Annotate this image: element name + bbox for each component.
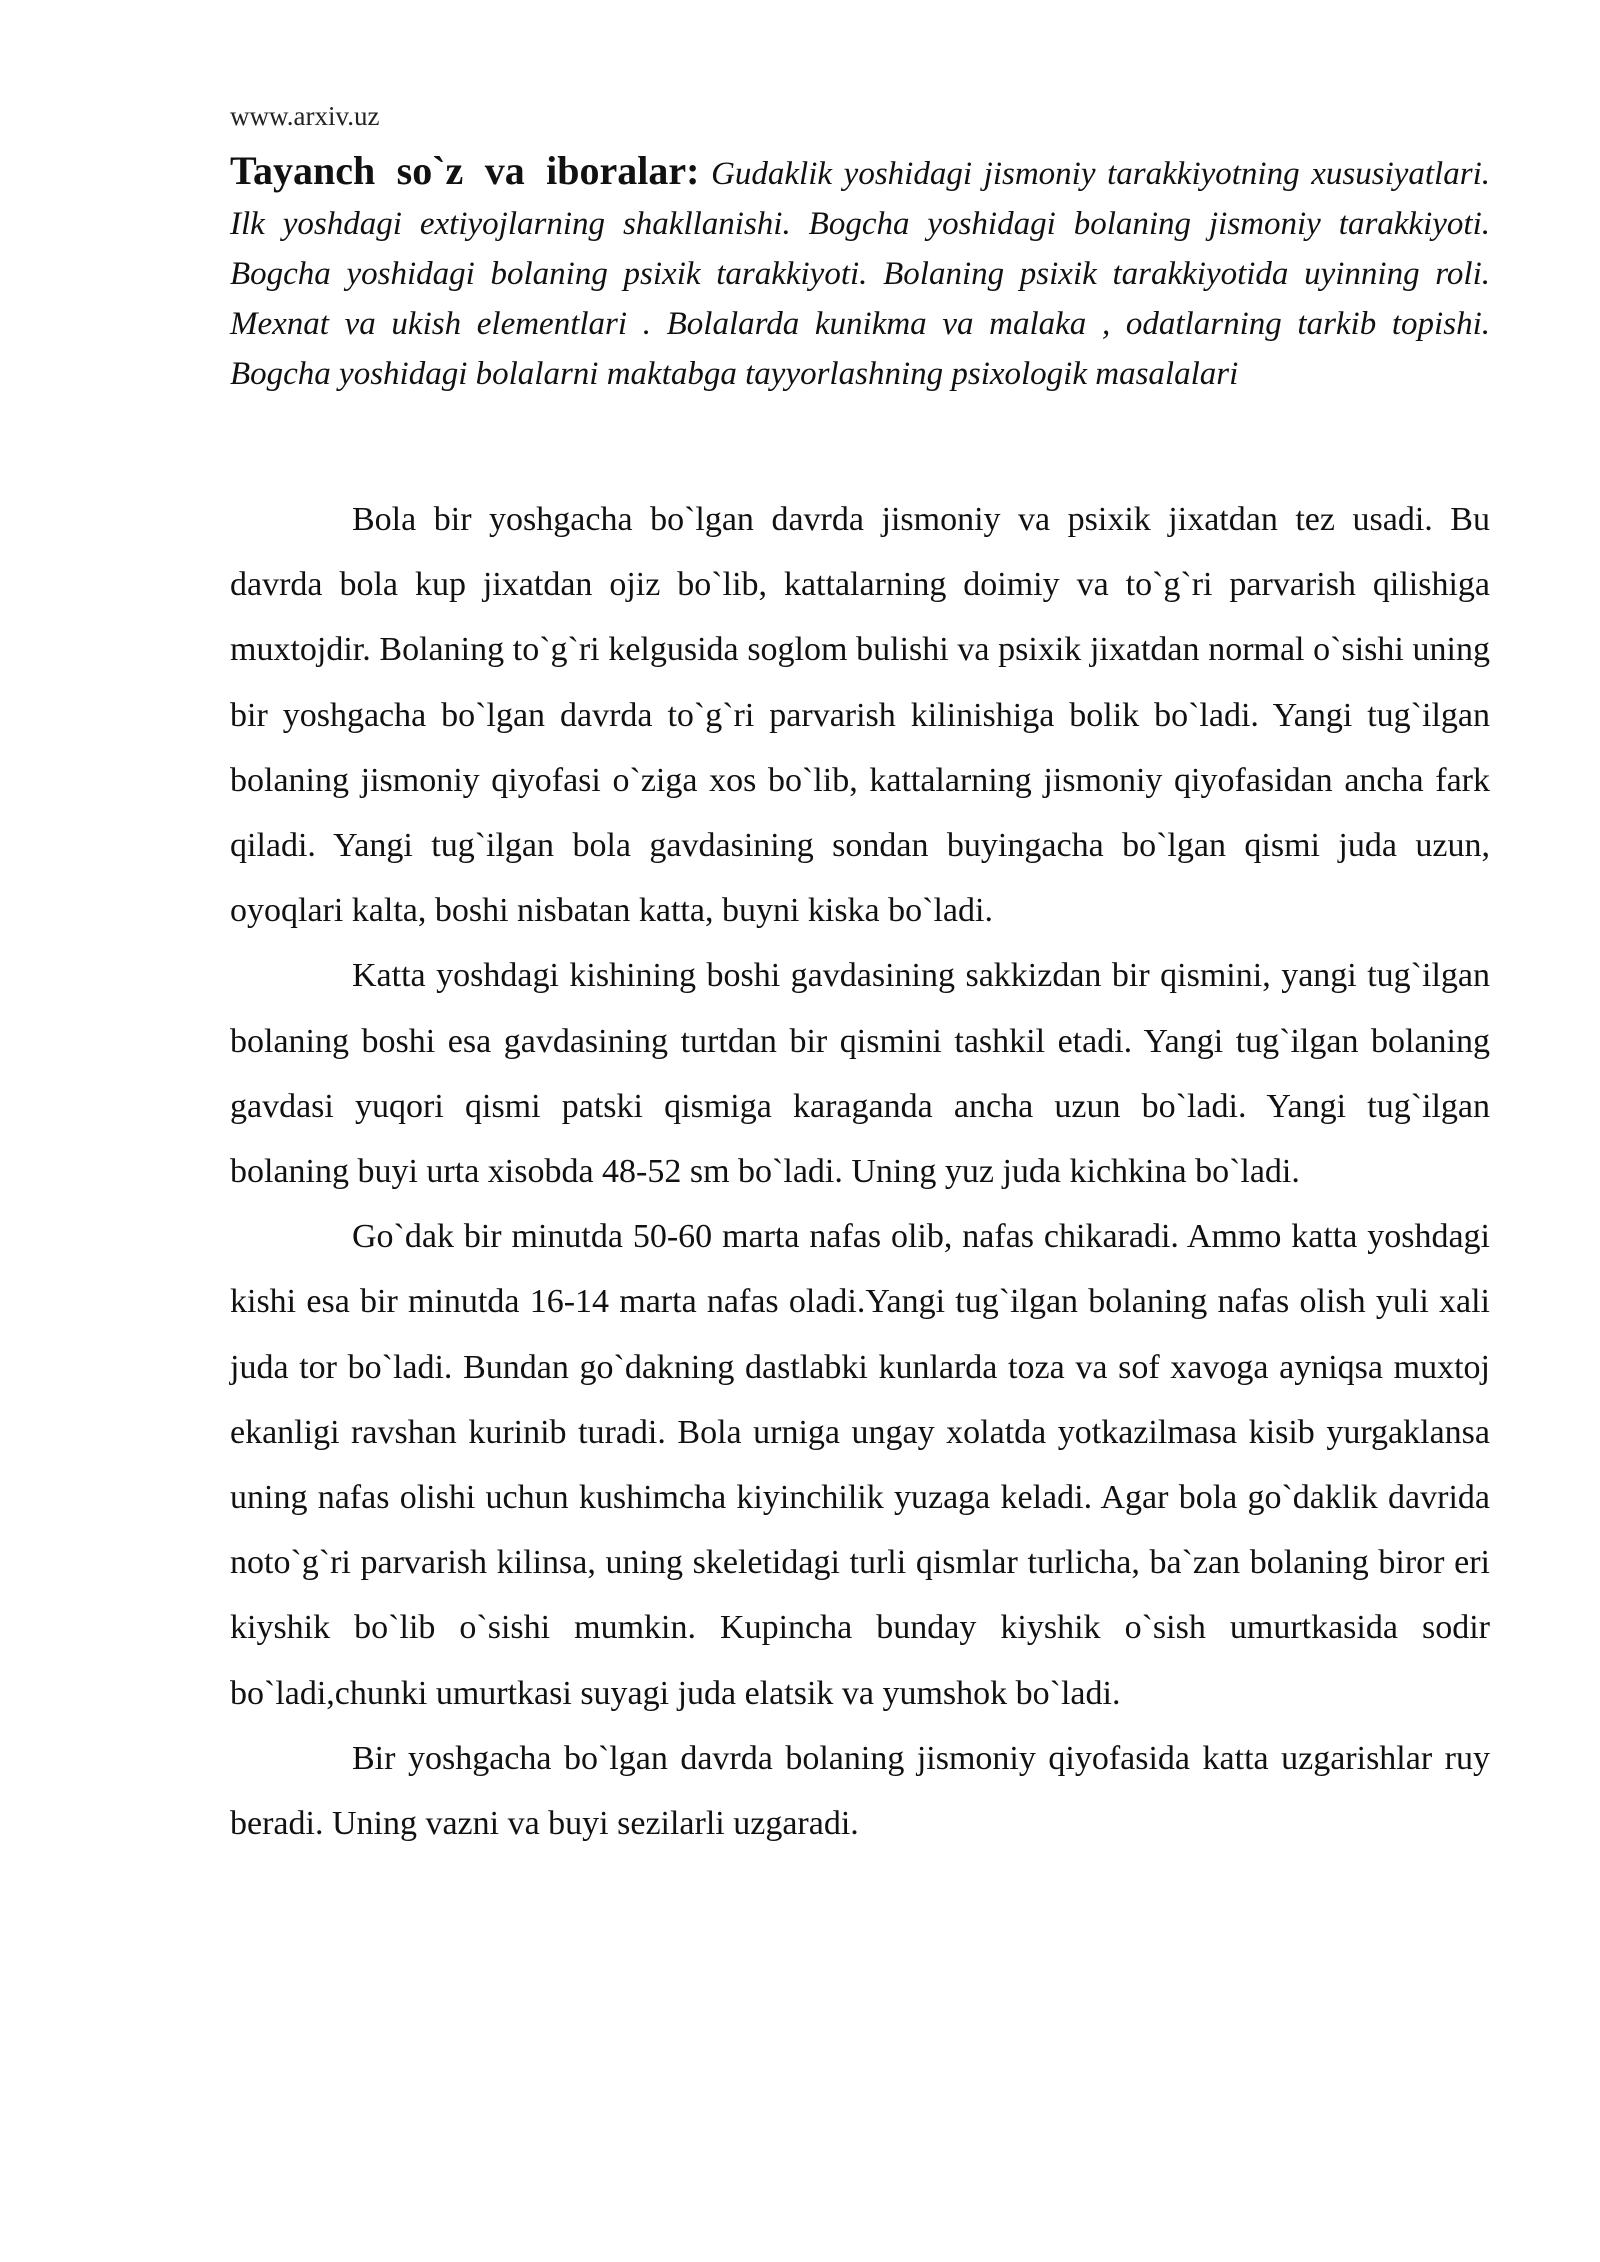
keywords-text: Gudaklik yoshidagi jismoniy tarakkiyotning xususiyatlari. Ilk yoshdagi extiyojlarning shakllanishi. Bogcha yoshidagi bolaning jismoniy tarakkiyoti. Bogcha yoshidagi bolaning psixik tarakkiyoti. Bolaning psixik tarakkiyotida uyinning roli. Mexnat va ukish elementlari . Bolalarda kunikma va malaka , odatlarning tarkib topishi. Bogcha yoshidagi bolalarni maktabga tayyorlashning psixologik masalalari (230, 156, 1490, 392)
keywords-label: Tayanch so`z va iboralar: (230, 148, 700, 193)
document-page (230, 98, 1490, 1856)
site-url: www.arxiv.uz (230, 101, 380, 131)
body-paragraph: Go`dak bir minutda 50-60 marta nafas olib, nafas chikaradi. Ammo katta yoshdagi kishi esa bir minutda 16-14 marta nafas oladi.Yangi tug`ilgan bolaning nafas olish yuli xali juda tor bo`ladi. Bundan go`dakning dastlabki kunlarda toza va sof xavoga ayniqsa muxtoj ekanligi ravshan kurinib turadi. Bola urniga ungay xolatda yotkazilmasa kisib yurgaklansa uning nafas olishi uchun kushimcha kiyinchilik yuzaga keladi. Agar bola go`daklik davrida noto`g`ri parvarish kilinsa, uning skeletidagi turli qismlar turlicha, ba`zan bolaning biror eri kiyshik bo`lib o`sishi mumkin. Kupincha bunday kiyshik o`sish umurtkasida sodir bo`ladi,chunki umurtkasi suyagi juda elatsik va yumshok bo`ladi. (230, 1218, 1490, 1712)
body-paragraph: Katta yoshdagi kishining boshi gavdasining sakkizdan bir qismini, yangi tug`ilgan bolaning boshi esa gavdasining turtdan bir qismini tashkil etadi. Yangi tug`ilgan bolaning gavdasi yuqori qismi patski qismiga karaganda ancha uzun bo`ladi. Yangi tug`ilgan bolaning buyi urta xisobda 48-52 sm bo`ladi. Uning yuz juda kichkina bo`ladi. (230, 957, 1490, 1191)
body-paragraph: Bir yoshgacha bo`lgan davrda bolaning jismoniy qiyofasida katta uzgarishlar ruy beradi. Uning vazni va buyi sezilarli uzgaradi. (230, 1739, 1490, 1843)
keywords-section (230, 146, 1490, 399)
section-spacer (230, 399, 1490, 487)
body-paragraph: Bola bir yoshgacha bo`lgan davrda jismoniy va psixik jixatdan tez usadi. Bu davrda bola kup jixatdan ojiz bo`lib, kattalarning doimiy va to`g`ri parvarish qilishiga muxtojdir. Bolaning to`g`ri kelgusida soglom bulishi va psixik jixatdan normal o`sishi uning bir yoshgacha bo`lgan davrda to`g`ri parvarish kilinishiga bolik bo`ladi. Yangi tug`ilgan bolaning jismoniy qiyofasi o`ziga xos bo`lib, kattalarning jismoniy qiyofasidan ancha fark qiladi. Yangi tug`ilgan bola gavdasining sondan buyingacha bo`lgan qismi juda uzun, oyoqlari kalta, boshi nisbatan katta, buyni kiska bo`ladi. (230, 501, 1490, 930)
